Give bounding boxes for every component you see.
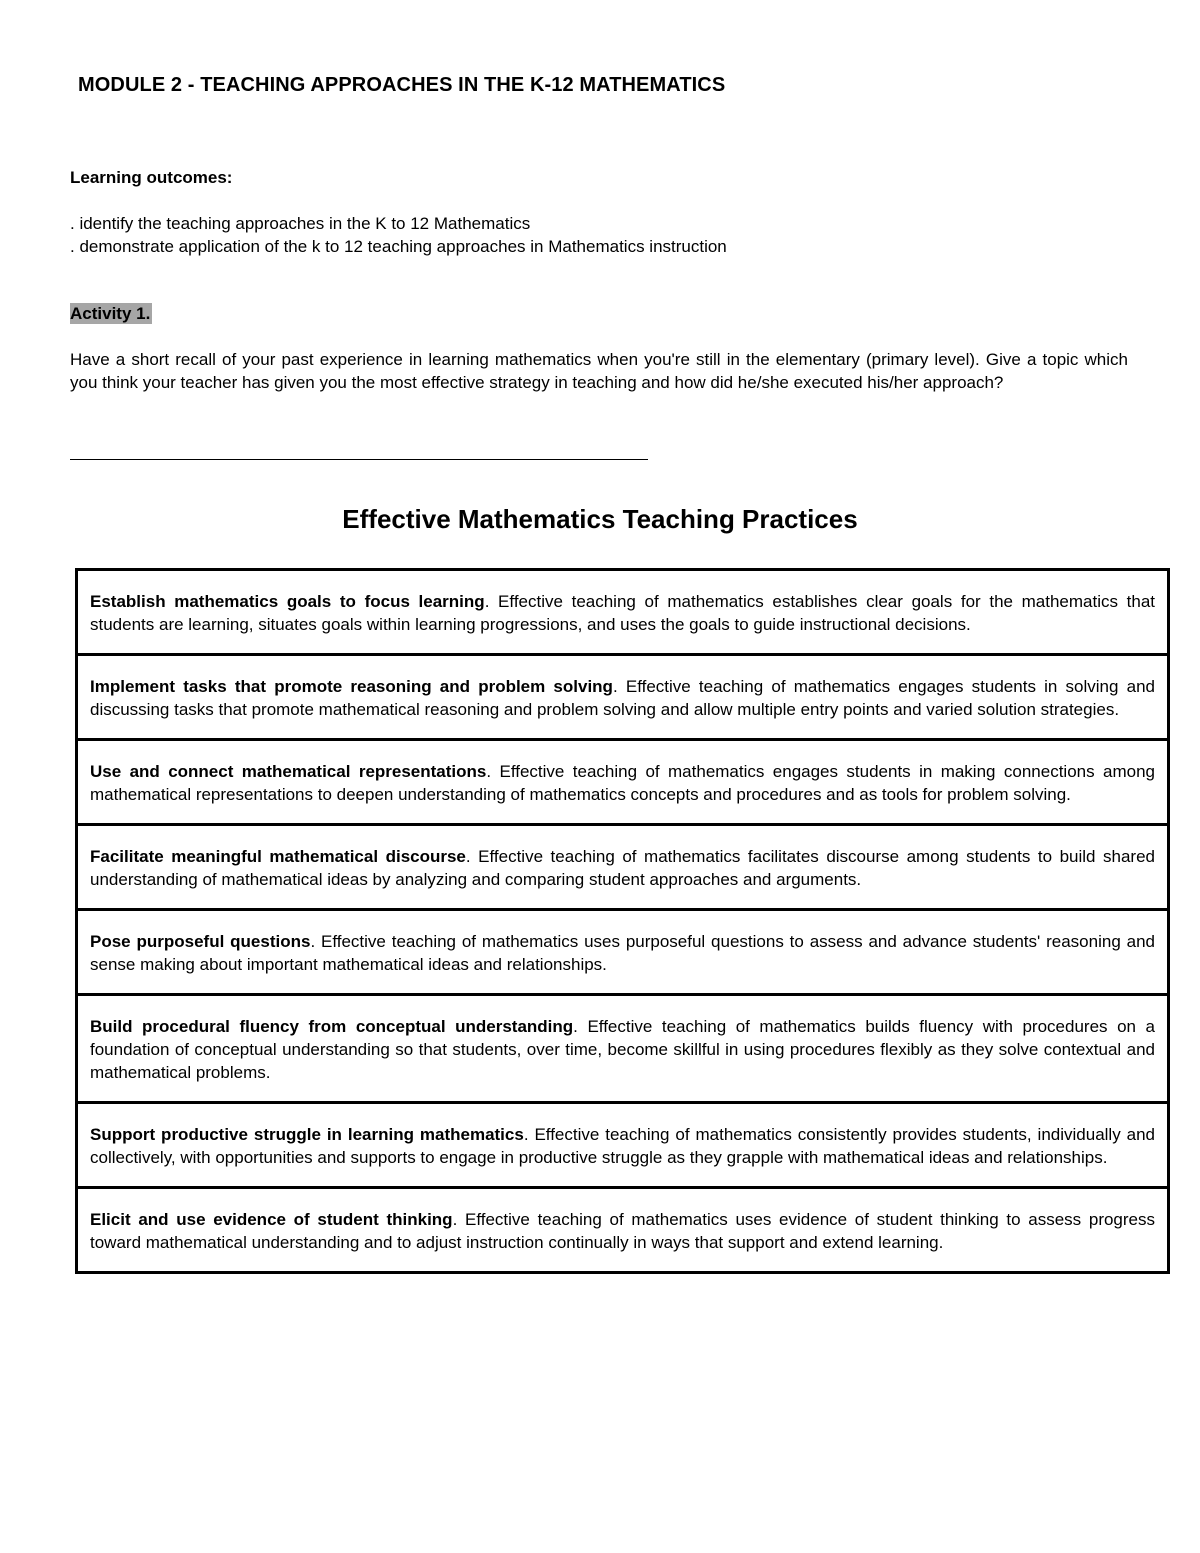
table-row [77, 995, 1169, 1103]
practice-description: . Effective teaching of mathematics uses purposeful questions to assess and advance students' reasoning and sense making about important mathematical ideas and relationships. [90, 932, 1155, 974]
practice-cell [77, 570, 1169, 655]
practice-description: . Effective teaching of mathematics establishes clear goals for the mathematics that students are learning, situates goals within learning progressions, and uses the goals to guide instructional decisions. [90, 592, 1155, 634]
practice-cell [77, 1103, 1169, 1188]
section-title: Effective Mathematics Teaching Practices [342, 504, 858, 534]
practice-description: . Effective teaching of mathematics engages students in making connections among mathematical representations to deepen understanding of mathematics concepts and procedures and as tools for problem solving. [90, 762, 1155, 804]
practice-heading: Facilitate meaningful mathematical discourse [90, 847, 466, 866]
learning-outcomes-list [70, 212, 727, 258]
practice-description: . Effective teaching of mathematics uses evidence of student thinking to assess progress toward mathematical understanding and to adjust instruction continually in ways that support and extend learning. [90, 1210, 1155, 1252]
learning-outcome-item: . identify the teaching approaches in the K to 12 Mathematics [70, 214, 531, 233]
practice-heading: Support productive struggle in learning mathematics [90, 1125, 524, 1144]
table-row [77, 740, 1169, 825]
answer-line [70, 459, 648, 460]
module-title: MODULE 2 - TEACHING APPROACHES IN THE K-12 MATHEMATICS [78, 74, 726, 96]
practice-cell [77, 655, 1169, 740]
practice-cell [77, 995, 1169, 1103]
table-row [77, 825, 1169, 910]
practice-heading: Establish mathematics goals to focus learning [90, 592, 485, 611]
practice-cell [77, 740, 1169, 825]
activity-label: Activity 1. [70, 304, 151, 323]
learning-outcomes-heading: Learning outcomes: [70, 168, 233, 187]
practice-description: . Effective teaching of mathematics facilitates discourse among students to build shared understanding of mathematical ideas by analyzing and comparing student approaches and arguments. [90, 847, 1155, 889]
practice-heading: Elicit and use evidence of student thinking [90, 1210, 453, 1229]
practice-heading: Use and connect mathematical representations [90, 762, 487, 781]
practice-cell [77, 825, 1169, 910]
table-row [77, 1103, 1169, 1188]
learning-outcome-item: . demonstrate application of the k to 12 teaching approaches in Mathematics instruction [70, 237, 727, 256]
practice-cell [77, 910, 1169, 995]
practice-cell [77, 1188, 1169, 1273]
table-row [77, 1188, 1169, 1273]
practice-heading: Implement tasks that promote reasoning and problem solving [90, 677, 613, 696]
practices-table [75, 568, 1170, 1274]
practice-heading: Pose purposeful questions [90, 932, 311, 951]
table-row [77, 570, 1169, 655]
table-row [77, 655, 1169, 740]
activity-prompt: Have a short recall of your past experience in learning mathematics when you're still in the elementary (primary level). Give a topic which you think your teacher has given you the most effective strategy in teaching and how did he/she executed his/her approach? [70, 350, 1128, 392]
practice-description: . Effective teaching of mathematics builds fluency with procedures on a foundation of conceptual understanding so that students, over time, become skillful in using procedures flexibly as they solve contextual and mathematical problems. [90, 1017, 1155, 1082]
practice-description: . Effective teaching of mathematics consistently provides students, individually and collectively, with opportunities and supports to engage in productive struggle as they grapple with mathematical ideas and relationships. [90, 1125, 1155, 1167]
practice-heading: Build procedural fluency from conceptual understanding [90, 1017, 574, 1036]
table-row [77, 910, 1169, 995]
practice-description: . Effective teaching of mathematics engages students in solving and discussing tasks that promote mathematical reasoning and problem solving and allow multiple entry points and varied solution strategies. [90, 677, 1155, 719]
